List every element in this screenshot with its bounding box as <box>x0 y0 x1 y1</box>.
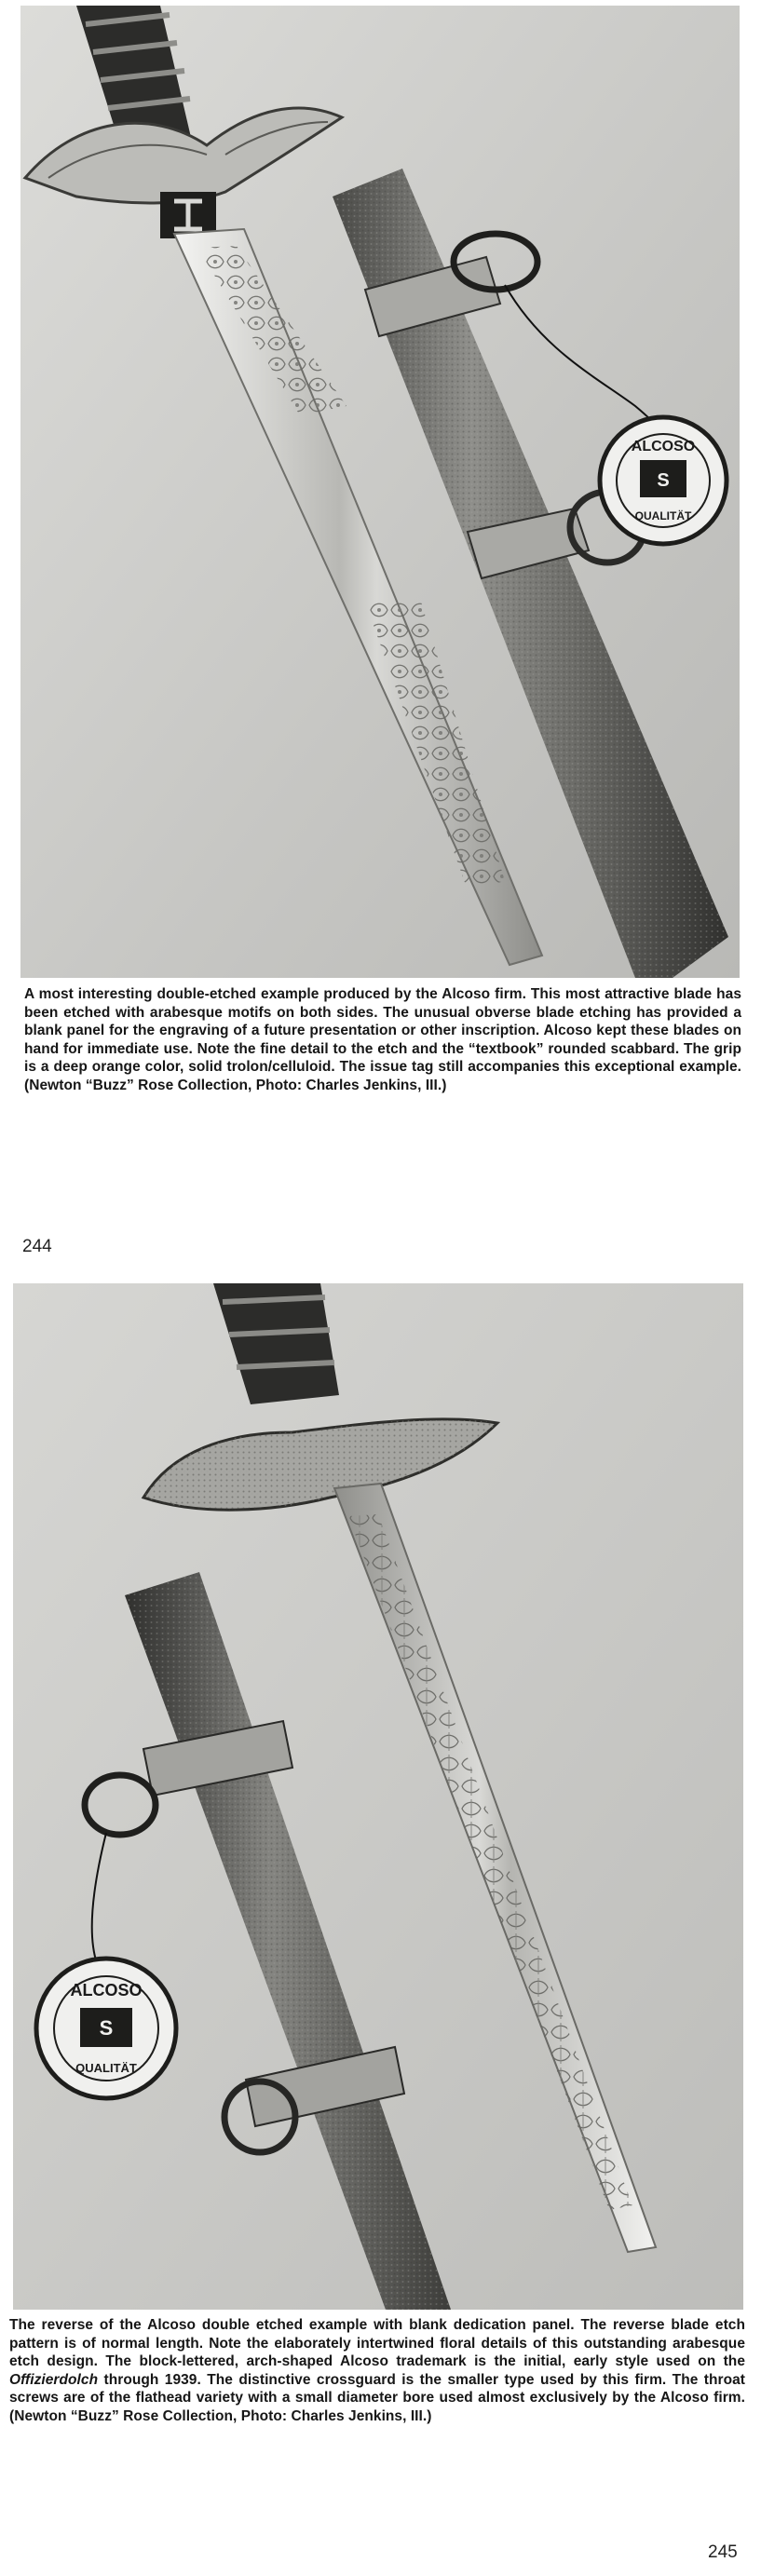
tag-quality-reverse: QUALITÄT <box>75 2061 137 2075</box>
tag-emblem-letter: S <box>657 470 670 491</box>
caption-obverse-text: A most interesting double-etched example produced by the Alcoso firm. This most attractive blade has been etched with arabesque motifs on both sides. The unusual obverse blade etching has provided a blank panel for the engraving of a future presentation or other inscription. Alcoso kept these blades on hand for immediate use. Note the fine detail to the etch and the “textbook” rounded scabbard. The grip is a deep orange color, solid trolon/celluloid. The issue tag still accompanies this exceptional example. (Newton “Buzz” Rose Collection, Photo: Charles Jenkins, III.) <box>24 986 741 1093</box>
caption-obverse <box>24 985 741 1094</box>
tag-brand-reverse: ALCOSO <box>70 1981 143 2000</box>
tag-emblem-letter-reverse: S <box>99 2016 114 2040</box>
tag-quality: QUALITÄT <box>634 509 692 522</box>
issue-tag-reverse <box>36 1959 176 2098</box>
dagger-reverse-illustration <box>13 1283 743 2310</box>
photo-dagger-reverse <box>13 1283 743 2310</box>
page-number-left: 244 <box>22 1237 52 1256</box>
page-number-right: 245 <box>708 2542 738 2562</box>
caption-reverse-text-b: through 1939. The distinctive crossguard is the smaller type used by this firm. The throat screws are of the flathead variety with a small diameter bore used almost exclusively by the Alcoso firm. (Newton “Buzz” Rose Collection, Photo: Charles Jenkins, III.) <box>9 2371 745 2424</box>
caption-reverse-text-a: The reverse of the Alcoso double etched example with blank dedication panel. The reverse blade etch pattern is of normal length. Note the elaborately intertwined floral details of this outstanding arabesque etch design. The block-lettered, arch-shaped Alcoso trademark is the initial, early style used on the <box>9 2317 745 2369</box>
caption-reverse <box>9 2316 745 2425</box>
tag-brand: ALCOSO <box>631 439 696 454</box>
caption-reverse-italic: Offizierdolch <box>9 2371 99 2388</box>
issue-tag <box>600 417 727 544</box>
dagger-obverse-illustration <box>20 6 740 978</box>
photo-dagger-obverse <box>20 6 740 978</box>
